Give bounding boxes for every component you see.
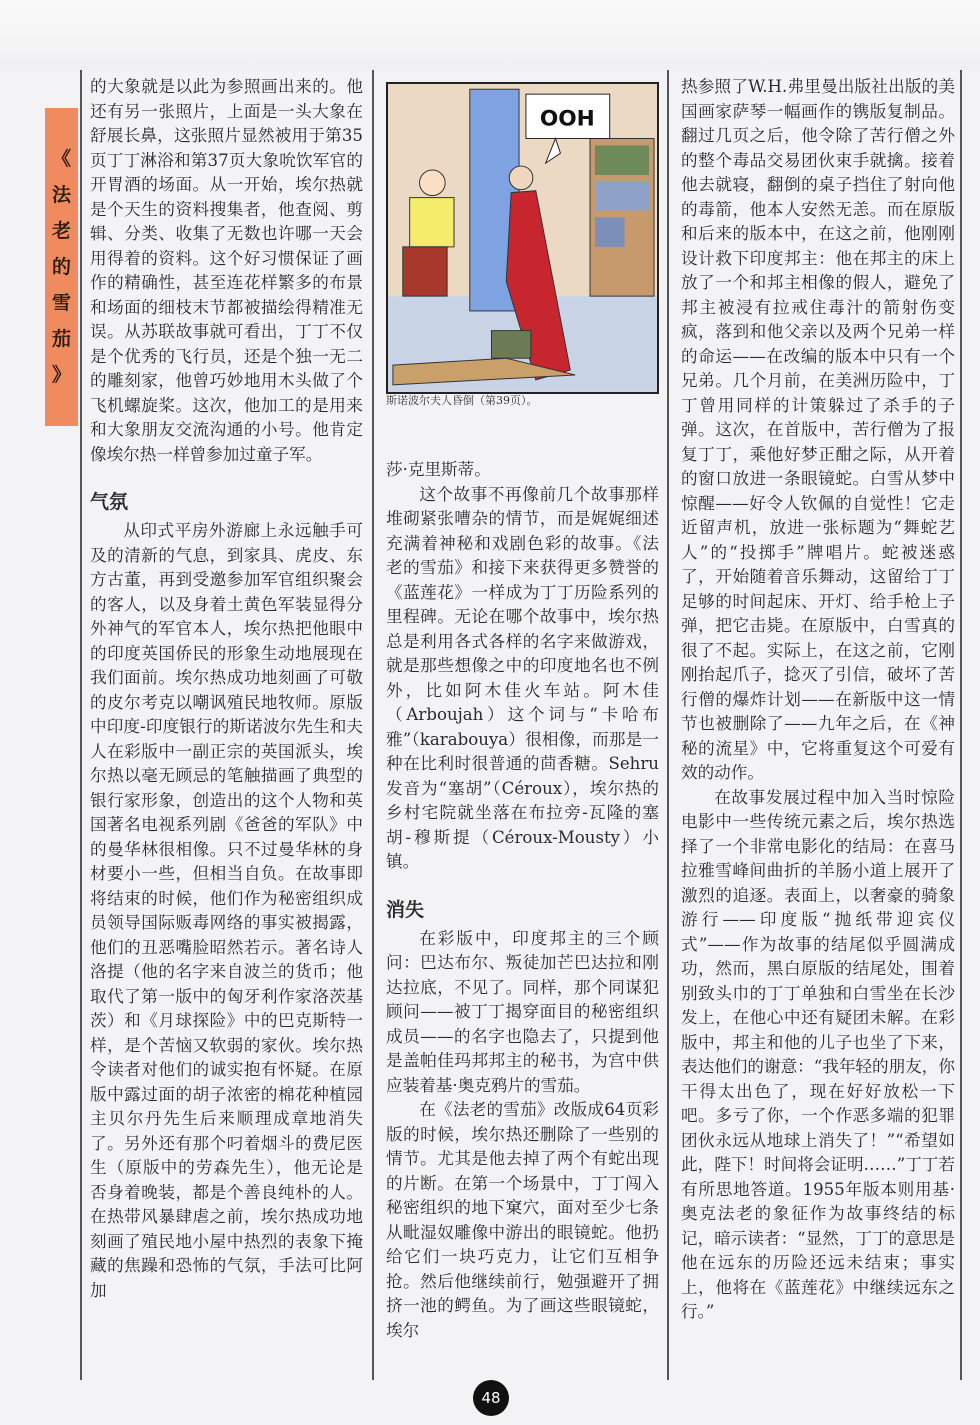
column-rule (667, 70, 669, 1380)
title-char: 法 (51, 184, 71, 206)
paragraph: 热参照了W.H.弗里曼出版社出版的美国画家萨琴一幅画作的镌版复制品。翻过几页之后，他令除了苦行僧之外的整个毒品交易团伙束手就擒。接着他去就寝，翻倒的桌子挡住了射向他的毒箭，他本人安然无恙。而在原版和后来的版本中，在这之前，他刚刚设计救下印度邦主：他在邦主的床上放了一个和邦主相像的假人，避免了邦主被浸有拉戒住毒汁的箭射伤变疯，落到和他父亲以及两个兄弟一样的命运——在改编的版本中只有一个兄弟。几个月前，在美洲历险中，丁丁曾用同样的计策躲过了杀手的子弹。这次，在首版中，苦行僧为了报复丁丁，乘他好梦正酣之际，从开着的窗口放进一条眼镜蛇。白雪从梦中惊醒——好令人钦佩的自觉性！它走近留声机，放进一张标题为“舞蛇艺人”的“投掷手”牌唱片。蛇被迷惑了，开始随着音乐舞动，这留给丁丁足够的时间起床、开灯、给手枪上子弹，把它击毙。在原版中，白雪真的很了不起。实际上，在这之前，它刚刚抬起爪子，捻灭了引信，破坏了苦行僧的爆炸计划——在新版中这一情节也被删除了——九年之后，在《神秘的流星》中，它将重复这个可爱有效的动作。 (681, 77, 955, 782)
title-char: 雪 (51, 292, 71, 314)
paragraph: 在故事发展过程中加入当时惊险电影中一些传统元素之后，埃尔热选择了一个非常电影化的结局：在喜马拉雅雪峰间曲折的羊肠小道上展开了激烈的追逐。表面上，以奢豪的骑象游行——印度版“抛纸带迎宾仪式”——作为故事的结尾似乎圆满成功，然而，黑白原版的结尾处，围着别致头巾的丁丁单独和白雪坐在长沙发上，在他心中还有疑团未解。在彩版中，邦主和他的儿子也坐了下来，表达他们的谢意：“我年轻的朋友，你干得太出色了，现在好好放松一下吧。多亏了你，一个作恶多端的犯罪团伙永远从地球上消失了！”“希望如此，陛下！时间将会证明……”丁丁若有所思地答道。1955年版本则用基·奥克法老的象征作为故事终结的标记，暗示读者：“显然，丁丁的意思是他在远东的历险还远未结束；事实上，他将在《蓝莲花》中继续远东之行。” (681, 787, 955, 1321)
section-heading-atmosphere: 气氛 (90, 491, 129, 513)
column-rule (80, 70, 82, 1380)
right-column (681, 75, 955, 1325)
paragraph: 在《法老的雪茄》改版成64页彩版的时候，埃尔热还删除了一些别的情节。尤其是他去掉了两个有蛇出现的片断。在第一个场景中，丁丁闯入秘密组织的地下窠穴，面对至少七条从毗湿奴雕像中游出的眼镜蛇。他扔给它们一块巧克力，让它们互相争抢。然后他继续前行，勉强避开了拥挤一池的鳄鱼。为了画这些眼镜蛇，埃尔 (386, 1100, 659, 1340)
page-number: 48 (473, 1380, 509, 1416)
paragraph: 的大象就是以此为参照画出来的。他还有另一张照片，上面是一头大象在舒展长鼻，这张照片显然被用于第35页丁丁淋浴和第37页大象吮饮军官的开胃酒的场面。从一开始，埃尔热就是个天生的资料搜集者，他查阅、剪辑、分类、收集了无数也许哪一天会用得着的资料。这个好习惯保证了画作的精确性，甚至连花样繁多的布景和场面的细枝末节都被描绘得精准无误。从苏联故事就可看出，丁丁不仅是个优秀的飞行员，还是个独一无二的雕刻家，他曾巧妙地用木头做了个飞机螺旋桨。这次，他加工的是用来和大象朋友交流沟通的小号。他肯定像埃尔热一样曾参加过童子军。 (90, 77, 363, 464)
paragraph: 这个故事不再像前几个故事那样堆砌紧张嘈杂的情节，而是娓娓细述充满着神秘和戏剧色彩的故事。《法老的雪茄》和接下来获得更多赞誉的《蓝莲花》一样成为丁丁历险系列的里程碑。无论在哪个故事中，埃尔热总是利用各式各样的名字来做游戏，就是那些想像之中的印度地名也不例外，比如阿木佳火车站。阿木佳（Arboujah）这个词与“卡哈布雅”（karabouya）很相像，而那是一种在比利时很普通的茴香糖。Sehru发音为“塞胡”（Céroux），埃尔热的乡村宅院就坐落在布拉旁-瓦隆的塞胡-穆斯提（Céroux-Mousty）小镇。 (386, 484, 659, 871)
paragraph: 在彩版中，印度邦主的三个顾问：巴达布尔、叛徒加芒巴达拉和刚达拉底，不见了。同样，那个同谋犯顾问——被丁丁揭穿面目的秘密组织成员——的名字也隐去了，只提到他是盖帕佳玛邦邦主的秘书，为宫中供应装着基·奥克鸦片的雪茄。 (386, 928, 659, 1095)
title-char: 老 (51, 220, 71, 242)
column-rule (372, 70, 374, 1380)
paragraph: 莎·克里斯蒂。 (386, 460, 491, 479)
title-char: 》 (51, 364, 71, 386)
left-column (90, 75, 363, 1303)
title-char: 《 (51, 148, 71, 170)
book-title-tab (45, 108, 78, 426)
middle-column (386, 82, 659, 1343)
page-top-margin (0, 0, 980, 70)
title-char: 茄 (51, 328, 71, 350)
comic-panel-illustration (386, 82, 659, 394)
section-heading-disappearance: 消失 (386, 898, 425, 921)
figure-caption: 斯诺波尔夫人昏倒（第39页）。 (386, 394, 538, 407)
paragraph: 从印式平房外游廊上永远触手可及的清新的气息，到家具、虎皮、东方古董，再到受邀参加军官组织聚会的客人，以及身着土黄色军装显得分外神气的军官本人，埃尔热把他眼中的印度英国侨民的形象生动地展现在我们面前。埃尔热成功地刻画了可敬的皮尔考克以嘲讽殖民地牧师。原版中印度-印度银行的斯诺波尔先生和夫人在彩版中一副正宗的英国派头，埃尔热以毫无顾忌的笔触描画了典型的银行家形象，创造出的这个人物和英国著名电视系列剧《爸爸的军队》中的曼华林很相像。只不过曼华林的身材要小一些，但相当自负。在故事即将结束的时候，他们作为秘密组织成员领导国际贩毒网络的事实被揭露，他们的丑恶嘴脸昭然若示。著名诗人洛提（他的名字来自波兰的货币；他取代了第一版中的匈牙利作家洛茨基茨）和《月球探险》中的巴克斯特一样，是个苦恼又软弱的家伙。埃尔热令读者对他们的诚实抱有怀疑。在原版中露过面的胡子浓密的棉花种植园主贝尔丹先生后来顺理成章地消失了。另外还有那个叼着烟斗的费尼医生（原版中的劳森先生），他无论是否身着晚装，都是个善良纯朴的人。在热带风暴肆虐之前，埃尔热成功地刻画了殖民地小屋中热烈的表象下掩藏的焦躁和恐怖的气氛，手法可比阿加 (90, 521, 363, 1300)
column-rule (960, 70, 962, 1380)
speech-bubble-text: OOH (539, 106, 595, 132)
title-char: 的 (51, 256, 71, 278)
